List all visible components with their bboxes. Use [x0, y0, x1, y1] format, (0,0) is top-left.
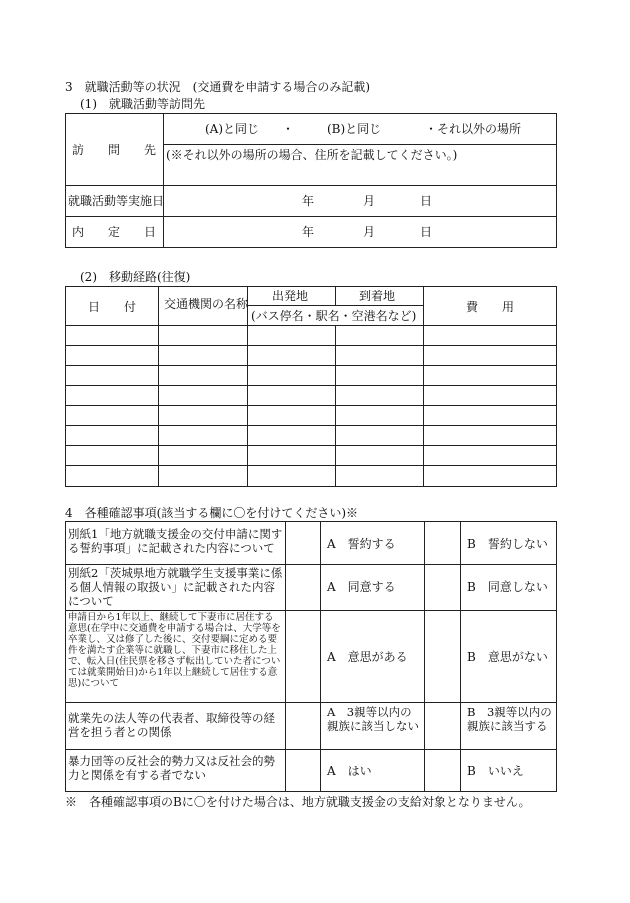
row2-a-mark-cell[interactable] [286, 565, 320, 610]
activity-month: 月 [363, 194, 376, 208]
route-header-arrival: 到着地 [359, 289, 396, 303]
address-note: (※それ以外の場所の場合、住所を記載してください。) [166, 148, 458, 162]
row4-question: 就業先の法人等の代表者、取締役等の経営を担う者との関係 [68, 711, 275, 739]
option-b-text[interactable]: (B)と同じ [327, 122, 382, 136]
route-header-date: 日 付 [88, 300, 137, 314]
route-header-transport: 交通機関の名称 [164, 297, 249, 311]
naitei-month: 月 [363, 225, 376, 239]
row5-a-mark-cell[interactable] [286, 750, 320, 791]
row1-b-mark-cell[interactable] [425, 522, 460, 564]
row4-option-a: A 3親等以内の親族に該当しない [327, 705, 419, 733]
row4-b-mark-cell[interactable] [425, 703, 460, 749]
route-header-departure: 出発地 [272, 289, 309, 303]
row2-option-a: A 同意する [327, 580, 396, 594]
section3-sub2-heading: (2) 移動経路(往復) [80, 270, 191, 284]
row3-a-mark-cell[interactable] [286, 611, 320, 702]
row5-option-a: A はい [327, 764, 372, 778]
row1-question: 別紙1「地方就職支援金の交付申請に関する誓約事項」に記載された内容について [68, 527, 283, 555]
row1-option-b: B 誓約しない [467, 537, 548, 551]
row2-option-b: B 同意しない [467, 580, 548, 594]
naitei-label: 内 定 日 [72, 225, 157, 239]
activity-date-label: 就職活動等実施日 [68, 194, 165, 208]
row3-question: 申請日から1年以上、継続して下妻市に居住する意思(在学中に交通費を申請する場合は、大学等を卒業し、又は修了した後に、交付要綱に定める要件を満たす企業等に就職し、下妻市に移住した上で、転入日(住民票を移さず転出していた者については就業開始日)から1年以上継続して居住する意思)について [68, 612, 281, 689]
option-other-text[interactable]: ・それ以外の場所 [425, 122, 522, 136]
row2-b-mark-cell[interactable] [425, 565, 460, 610]
row3-b-mark-cell[interactable] [425, 611, 460, 702]
route-header-place-note: (バス停名・駅名・空港名など) [251, 309, 417, 323]
address-field[interactable] [166, 164, 554, 183]
row4-a-mark-cell[interactable] [286, 703, 320, 749]
row5-option-b: B いいえ [467, 764, 524, 778]
section4-footnote: ※ 各種確認事項のBに〇を付けた場合は、地方就職支援金の支給対象となりません。 [65, 795, 531, 809]
row2-question: 別紙2「茨城県地方就職学生支援事業に係る個人情報の取扱い」に記載された内容について [68, 566, 283, 608]
row5-b-mark-cell[interactable] [425, 750, 460, 791]
route-header-cost: 費 用 [466, 300, 515, 314]
row3-option-b: B 意思がない [467, 650, 548, 664]
naitei-year: 年 [302, 225, 315, 239]
section3-heading: 3 就職活動等の状況 (交通費を申請する場合のみ記載) [65, 80, 371, 94]
naitei-day: 日 [420, 225, 433, 239]
row5-question: 暴力団等の反社会的勢力又は反社会的勢力と関係を有する者でない [68, 754, 275, 782]
row3-option-a: A 意思がある [327, 650, 408, 664]
activity-year: 年 [302, 194, 315, 208]
section3-sub1-heading: (1) 就職活動等訪問先 [80, 97, 205, 111]
row1-option-a: A 誓約する [327, 537, 396, 551]
separator-dot: ・ [282, 122, 295, 136]
visit-label: 訪 問 先 [72, 143, 157, 157]
row4-option-b: B 3親等以内の親族に該当する [467, 705, 552, 733]
row1-a-mark-cell[interactable] [286, 522, 320, 564]
section4-heading: 4 各種確認事項(該当する欄に〇を付けてください)※ [65, 506, 359, 520]
activity-day: 日 [420, 194, 433, 208]
option-a-text[interactable]: (A)と同じ [205, 122, 260, 136]
